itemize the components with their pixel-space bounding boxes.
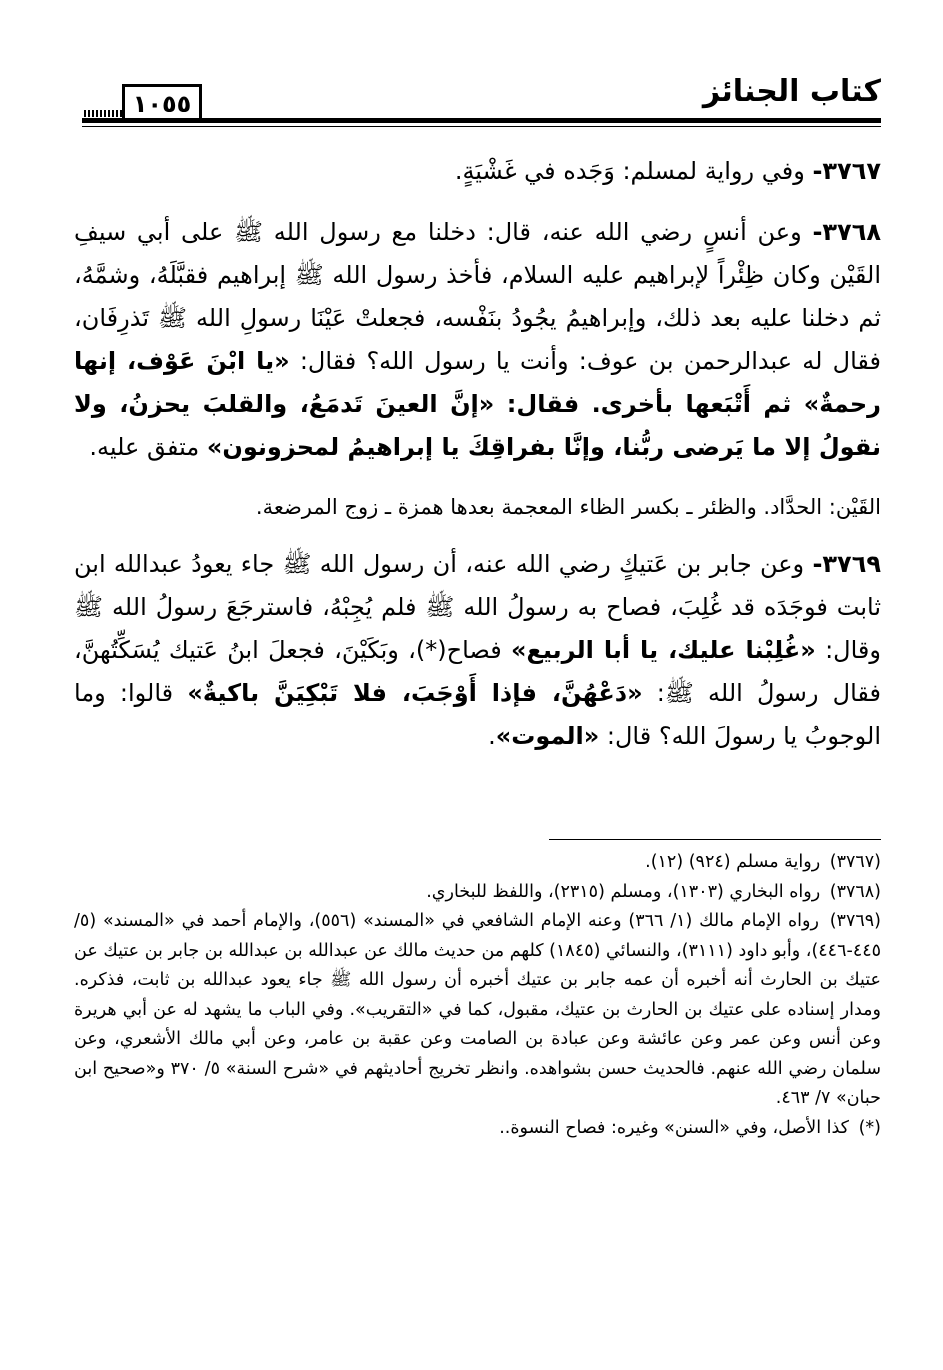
prophetic-quote: «يا ابْنَ عَوْف، إنها رحمةٌ» ثم أَتْبَعها بأخرى. فقال: «إنَّ العينَ تَدمَعُ، والقلبَ يحزنُ، ولا نقولُ إلا ما يَرضى ربُّنا، وإنَّا بفراقِكَ يا إبراهيمُ لمحزونون» [74, 347, 881, 461]
footnote-ref: (٣٧٦٨) [829, 881, 881, 902]
footnotes [74, 848, 881, 1143]
hadith-paragraph-3768 [74, 211, 881, 469]
prophetic-quote: «الموت» [495, 722, 600, 750]
footnote-asterisk [74, 1114, 881, 1144]
footnote-separator [549, 839, 881, 840]
footnote-3768 [74, 878, 881, 908]
header-rule-thin [82, 126, 881, 127]
header-rule [82, 118, 881, 123]
hadith-text: وفي رواية لمسلم: وَجَده في غَشْيَةٍ. [454, 157, 805, 185]
footnote-text: رواية مسلم (٩٢٤) (١٢). [645, 852, 821, 872]
hadith-text: وعن جابر بن عَتيكٍ رضي الله عنه، أن رسول الله ﷺ جاء يعودُ عبدالله ابن ثابت فوجَدَه قد غُلِبَ، فصاح به رسولُ الله ﷺ فلم يُجِبْهُ، فاسترجَعَ رسولُ الله ﷺ وقال: [74, 550, 881, 664]
footnote-text: رواه الإمام مالك (١/ ٣٦٦) وعنه الإمام الشافعي في «المسند» (٥٥٦)، والإمام أحمد في «المسند» (٥/ ٤٤٥-٤٤٦)، وأبو داود (٣١١١)، والنسائي (١٨٤٥) كلهم من حديث مالك عن عبدالله بن عبدالله بن جابر بن عتيك عن عتيك بن الحارث أنه أخبره أن عمه جابر بن عتيك أخبره أن رسول الله ﷺ جاء يعود عبدالله بن ثابت، فذكره. ومدار إسناده على عتيك بن الحارث بن عتيك، مقبول، كما في «التقريب». وفي الباب ما يشهد له عن أبي هريرة وعن أنس وعن عمر وعن عائشة وعن عبادة بن الصامت وعن عقبة بن عامر، وعن أبي مالك الأشعري، وعن سلمان رضي الله عنهم. فالحديث حسن بشواهده. وانظر تخريج أحاديثهم في «شرح السنة» ٥/ ٣٧٠ و«صحيح ابن حبان» ٧/ ٤٦٣. [74, 911, 882, 1108]
prophetic-quote: «دَعْهُنَّ، فإذا أَوْجَبَ، فلا تَبْكِيَنَّ باكيةٌ» [187, 679, 643, 707]
footnote-ref: (*) [858, 1117, 881, 1138]
hadith-text: وعن أنسٍ رضي الله عنه، قال: دخلنا مع رسول الله ﷺ على أبي سيفِ القَيْن وكان ظِئْراً لإبراهيم عليه السلام، فأخذ رسول الله ﷺ إبراهيم فقبَّلَهُ، وشمَّهُ، ثم دخلنا عليه بعد ذلك، وإبراهيمُ يجُودُ بنَفْسه، فجعلتْ عَيْنَا رسولِ الله ﷺ تَذرِفَان، فقال له عبدالرحمن بن عوف: وأنت يا رسول الله؟ فقال: [74, 218, 881, 375]
footnote-ref: (٣٧٦٩) [829, 911, 881, 931]
prophetic-quote: «غُلِبْنا عليك، يا أبا الربيع» [510, 636, 816, 664]
hadith-text: قالوا: وما الوجوبُ يا رسولَ الله؟ قال: [74, 679, 881, 750]
footnote-ref: (٣٧٦٧) [829, 852, 881, 872]
main-text [74, 150, 881, 776]
hadith-number: ٣٧٦٩- [812, 550, 881, 578]
header-ornament [84, 110, 122, 117]
footnote-3769 [74, 907, 881, 1114]
hadith-paragraph-3769 [74, 543, 881, 758]
definition-text: القَيْن: الحدَّاد. والظئر ـ بكسر الظاء المعجمة بعدها همزة ـ زوج المرضعة. [255, 495, 881, 519]
hadith-source: متفق عليه. [89, 433, 200, 461]
hadith-paragraph-3767 [74, 150, 881, 193]
footnote-text: رواه البخاري (١٣٠٣)، ومسلم (٢٣١٥)، واللفظ للبخاري. [426, 881, 821, 902]
hadith-text: . [488, 722, 496, 750]
hadith-number: ٣٧٦٧- [812, 157, 881, 185]
page-number: ١٠٥٥ [122, 84, 202, 121]
hadith-number: ٣٧٦٨- [812, 218, 881, 246]
word-definition [74, 487, 881, 527]
chapter-title: كتاب الجنائز [702, 74, 881, 109]
hadith-text: فصاح(*)، وبَكَيْنَ، فجعلَ ابنُ عَتيك يُسَكِّتُهنَّ، فقال رسولُ الله ﷺ: [74, 636, 881, 707]
footnote-3767 [74, 848, 881, 878]
footnote-text: كذا الأصل، وفي «السنن» وغيره: فصاح النسوة.. [499, 1117, 850, 1138]
